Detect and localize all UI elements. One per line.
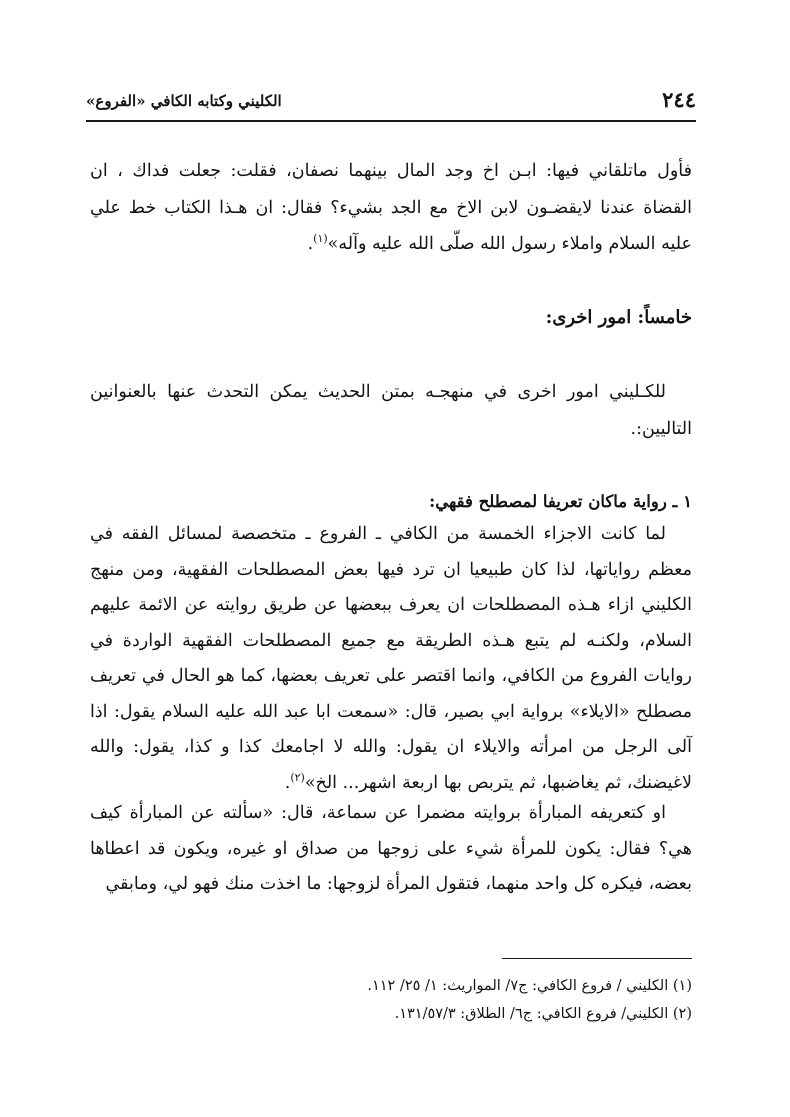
running-title: الكليني وكتابه الكافي «الفروع»	[86, 92, 282, 110]
paragraph-fiqh-terms	[90, 517, 692, 801]
page-header	[86, 86, 696, 122]
paragraph-text: للكـليني امور اخرى في منهجـه بمتن الحديث يمكن التحدث عنها بالعنوانين التاليين:.	[90, 382, 692, 439]
footnote-divider	[502, 958, 692, 959]
footnote-1: (١) الكليني / فروع الكافي: ج٧/ المواريث: ١/ ٢٥/ ١١٢.	[367, 978, 692, 994]
paragraph-intro-other-matters	[90, 374, 692, 447]
footnote-2: (٢) الكليني/ فروع الكافي: ج٦/ الطلاق: ١٣١/٥٧/٣.	[394, 1006, 692, 1022]
paragraph-text	[90, 517, 692, 801]
paragraph-text	[90, 153, 692, 263]
footnote-ref-2: (٢)	[290, 770, 305, 784]
period: .	[307, 234, 314, 254]
footnote-ref-1: (١)	[313, 232, 328, 246]
paragraph-body: لما كانت الاجزاء الخمسة من الكافي ـ الفروع ـ متخصصة لمسائل الفقه في معظم رواياتها، لذا كان طبيعيا ان ترد فيها بعض المصطلحات الفقهية، ومن منهج الكليني ازاء هـذه المصطلحات ان يعرف ببعضها عن طريق روايته عن الائمة عليهم السلام، ولكنـه لم يتبع هـذه الطريقة مع جميع المصطلحات الفقهية الواردة في روايات الفروع من الكافي، وانما اقتصر على تعريف بعضها، كما هو الحال في تعريف مصطلح «الايلاء» برواية ابي بصير، قال: «سمعت ابا عبد الله عليه السلام يقول: اذا آلى الرجل من امرأته والايلاء ان يقول: والله لا اجامعك كذا و كذا، يقول: والله لاغيضنك، ثم يغاضبها، ثم يتربص بها اربعة اشهر... الخ»	[90, 524, 692, 793]
paragraph-text: او كتعريفه المبارأة بروايته مضمرا عن سماعة، قال: «سألته عن المبارأة كيف هي؟ فقال: يكون للمرأة شيء على زوجها من صداق او غيره، ويكون قد اعطاها بعضه، فيكره كل واحد منهما، فتقول المرأة لزوجها: ما اخذت منك فهو لي، ومابقي	[90, 803, 692, 894]
section-heading-fifth: خامساً: امور اخرى:	[545, 307, 692, 328]
period: .	[284, 772, 291, 793]
page-number: ٢٤٤	[662, 87, 696, 112]
paragraph-hadith-inheritance	[90, 153, 692, 263]
subsection-heading-1: ١ ـ رواية ماكان تعريفا لمصطلح فقهي:	[429, 492, 692, 511]
footnotes	[90, 972, 692, 1028]
paragraph-mubaraa	[90, 796, 692, 903]
paragraph-body: فأول ماتلقاني فيها: ابـن اخ وجد المال بينهما نصفان، فقلت: جعلت فداك ، ان القضاة عندنا لايقضـون لابن الاخ مع الجد بشيء؟ فقال: ان هـذا الكتاب خط علي عليه السلام واملاء رسول الله صلّى الله عليه وآله»	[90, 161, 692, 254]
